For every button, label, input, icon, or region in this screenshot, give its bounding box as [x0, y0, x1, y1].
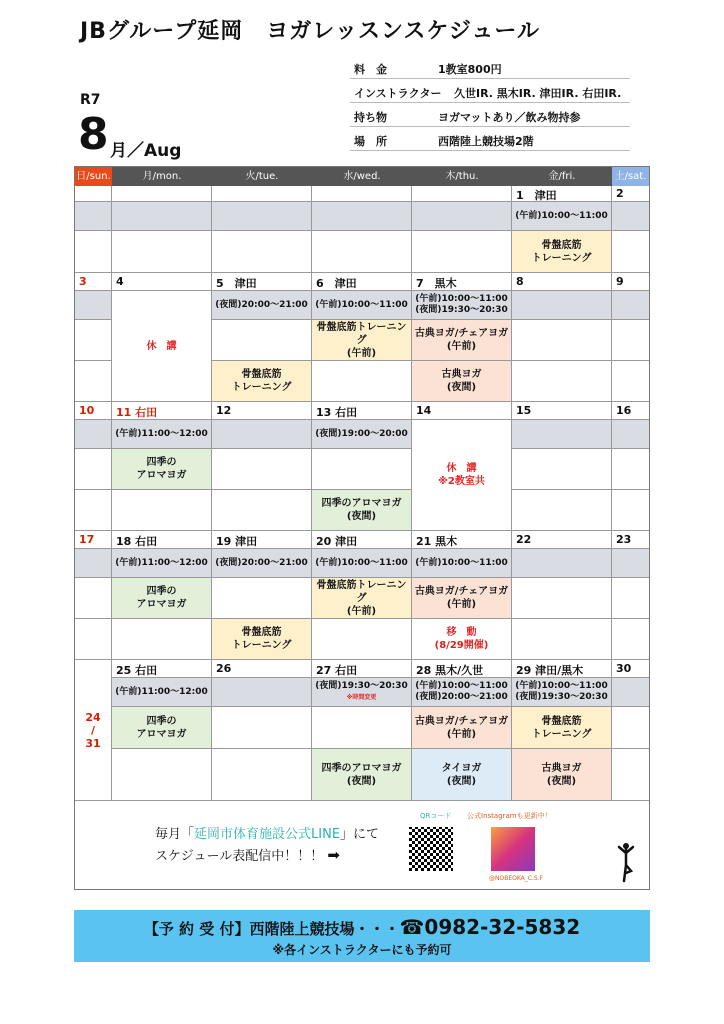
class-name: 骨盤底筋	[541, 239, 582, 251]
date-23: 23	[612, 531, 649, 549]
date-13: 13 右田	[312, 402, 412, 420]
month-suffix: 月／Aug	[110, 141, 182, 161]
date-cell	[75, 186, 112, 202]
cell	[75, 619, 112, 660]
cell	[75, 361, 112, 402]
cell	[212, 578, 312, 619]
class-name: 古典ヨガ	[541, 762, 582, 774]
cell	[612, 678, 649, 707]
date-7: 7 黒木	[412, 273, 512, 291]
cell	[112, 619, 212, 660]
class-time: (夜間)	[546, 775, 577, 787]
date-11-text: 11 右田	[116, 406, 158, 419]
date-4: 4	[112, 273, 212, 291]
cell	[212, 231, 312, 273]
cell	[312, 619, 412, 660]
class-koten-chair	[412, 578, 512, 619]
date-3: 3	[75, 273, 112, 291]
class-name: 四季のアロマヨガ	[321, 762, 402, 774]
class-time: (午前)	[446, 728, 477, 740]
date-cell	[112, 186, 212, 202]
date-16: 16	[612, 402, 649, 420]
class-name: 四季の	[146, 457, 177, 468]
time-pm: (夜間)19:30～20:30	[515, 692, 608, 702]
header-thu: 木/thu.	[412, 167, 512, 186]
calendar-footer	[75, 801, 649, 889]
time-am: (午前)10:00～11:00	[515, 681, 608, 691]
class-aroma	[112, 449, 212, 490]
date-21: 21 黒木	[412, 531, 512, 549]
insta-label: 公式Instagramも更新中！	[467, 812, 552, 820]
cell	[75, 320, 112, 361]
class-time: (夜間)	[446, 775, 477, 787]
time-pm: (夜間)20:00～21:00	[415, 692, 508, 702]
date-27: 27 右田	[312, 660, 412, 678]
date-5: 5 津田	[212, 273, 312, 291]
cell	[112, 202, 212, 231]
cell	[212, 749, 312, 801]
class-name: 骨盤底筋トレーニング	[316, 321, 407, 346]
cell	[75, 291, 112, 320]
date-22: 22	[512, 531, 612, 549]
schedule-calendar	[74, 166, 650, 890]
date-1: 1 津田	[512, 186, 612, 202]
cell	[612, 320, 649, 361]
info-place-value: 西階陸上競技場2階	[438, 135, 534, 148]
time-am: (午前)10:00～11:00	[415, 681, 508, 691]
date-28: 28 黒木/久世	[412, 660, 512, 678]
notice-kyuko: 休 講	[112, 291, 212, 402]
line-notice-line1	[155, 825, 379, 845]
time-slot: (午前)10:00～11:00	[512, 202, 612, 231]
date-cell	[212, 186, 312, 202]
cell	[112, 490, 212, 531]
date-10: 10	[75, 402, 112, 420]
qr-label: QRコード	[420, 812, 452, 820]
time-slot	[512, 678, 612, 707]
cell	[212, 707, 312, 749]
cell	[512, 549, 612, 578]
class-koten	[412, 361, 512, 402]
class-name: 古典ヨガ/チェアヨガ	[414, 586, 509, 597]
cell	[312, 231, 412, 273]
cell	[312, 707, 412, 749]
cell	[612, 619, 649, 660]
cell	[112, 231, 212, 273]
date-14: 14	[412, 402, 512, 420]
cell	[212, 202, 312, 231]
time-slot: (午前)11:00～12:00	[112, 420, 212, 449]
class-name: 四季のアロマヨガ	[321, 498, 402, 509]
cell	[75, 202, 112, 231]
time-pm: (夜間)19:30～20:30	[315, 681, 408, 691]
date-19: 19 津田	[212, 531, 312, 549]
cell	[212, 678, 312, 707]
cell	[512, 361, 612, 402]
class-pelvic	[512, 707, 612, 749]
class-pelvic	[512, 231, 612, 273]
notice-note: ※2教室共	[438, 476, 485, 487]
class-name: 古典ヨガ	[441, 369, 482, 380]
cell	[512, 291, 612, 320]
instagram-qr[interactable]	[491, 827, 535, 871]
cell	[612, 202, 649, 231]
class-name: トレーニング	[531, 728, 592, 740]
class-pelvic	[312, 320, 412, 361]
arrow-right-icon: ➡	[327, 846, 340, 864]
class-name: 四季の	[146, 715, 177, 727]
line-notice	[155, 825, 379, 867]
date-29: 29 津田/黒木	[512, 660, 612, 678]
month-number: 8	[78, 109, 109, 160]
cell	[612, 420, 649, 449]
class-koten-chair	[412, 707, 512, 749]
reservation-line1	[74, 915, 650, 939]
text: スケジュール表配信中！！！	[155, 849, 324, 864]
info-place-key: 場 所	[354, 135, 387, 148]
class-pelvic	[312, 578, 412, 619]
cell	[512, 449, 612, 490]
cell	[75, 420, 112, 449]
time-slot: (午前)10:00～11:00	[412, 549, 512, 578]
date-11	[112, 402, 212, 420]
class-name: アロマヨガ	[136, 470, 187, 481]
line-link[interactable]: 延岡市体育施設公式LINE	[194, 827, 341, 842]
cell	[412, 202, 512, 231]
time-slot: (夜間)19:00～20:00	[312, 420, 412, 449]
class-time: (午前)	[446, 341, 477, 352]
cell	[312, 202, 412, 231]
time-pm: (夜間)19:30～20:30	[415, 305, 508, 315]
class-name: 四季の	[146, 586, 177, 597]
date-30: 30	[612, 660, 649, 678]
class-name: アロマヨガ	[136, 599, 187, 610]
date-17: 17	[75, 531, 112, 549]
cell	[75, 490, 112, 531]
cell	[612, 707, 649, 749]
cell	[75, 231, 112, 273]
date-12: 12	[212, 402, 312, 420]
qr-code[interactable]	[409, 827, 453, 871]
time-slot: (夜間)20:00～21:00	[212, 549, 312, 578]
line-notice-line2	[155, 845, 379, 867]
time-slot: (午前)10:00～11:00	[312, 549, 412, 578]
date-18: 18 右田	[112, 531, 212, 549]
class-aroma	[312, 749, 412, 801]
cell	[512, 420, 612, 449]
reservation-text: 【予 約 受 付】西階陸上競技場・・・	[143, 920, 400, 938]
info-instructor-key: インストラクター	[354, 87, 442, 100]
time-slot	[412, 291, 512, 320]
cell	[612, 361, 649, 402]
reservation-banner	[74, 910, 650, 962]
class-aroma	[312, 490, 412, 531]
date-cell	[412, 186, 512, 202]
date-24: 24	[85, 710, 101, 724]
class-koten	[512, 749, 612, 801]
class-name: 骨盤底筋トレーニング	[316, 579, 407, 604]
class-name: 骨盤底筋	[541, 715, 582, 727]
time-slot	[312, 678, 412, 707]
date-6: 6 津田	[312, 273, 412, 291]
cell	[612, 449, 649, 490]
date-24-31	[75, 660, 112, 801]
cell	[412, 231, 512, 273]
header-tue: 火/tue.	[212, 167, 312, 186]
cell	[312, 361, 412, 402]
date-15: 15	[512, 402, 612, 420]
date-20: 20 津田	[312, 531, 412, 549]
cell	[512, 578, 612, 619]
time-slot	[412, 678, 512, 707]
cell	[512, 320, 612, 361]
time-slot: (午前)11:00～12:00	[112, 549, 212, 578]
class-time: (夜間)	[346, 775, 377, 787]
class-time: (夜間)	[446, 382, 477, 393]
info-fee-key: 料 金	[354, 63, 387, 76]
cell	[75, 549, 112, 578]
class-name: 骨盤底筋	[241, 627, 282, 638]
class-aroma	[112, 578, 212, 619]
class-koten-chair	[412, 320, 512, 361]
class-name: トレーニング	[531, 252, 592, 264]
time-slot: (夜間)20:00～21:00	[212, 291, 312, 320]
header-sat: 土/sat.	[612, 167, 649, 186]
text: 毎月「	[155, 827, 195, 842]
header-mon: 月/mon.	[112, 167, 212, 186]
cell	[612, 291, 649, 320]
class-name: 古典ヨガ/チェアヨガ	[414, 328, 509, 339]
text: 」にて	[340, 827, 380, 842]
class-time: (夜間)	[346, 511, 377, 522]
yoga-pose-icon	[615, 841, 637, 883]
class-pelvic	[212, 619, 312, 660]
notice-kyuko-2	[412, 420, 512, 531]
class-name: アロマヨガ	[136, 728, 187, 740]
header-sun: 日/sun.	[75, 167, 112, 186]
info-fee	[350, 56, 630, 79]
cell	[212, 420, 312, 449]
date-cell	[312, 186, 412, 202]
class-name: トレーニング	[231, 382, 292, 393]
cell	[612, 549, 649, 578]
cell	[75, 449, 112, 490]
phone-number[interactable]: ☎0982-32-5832	[399, 915, 581, 939]
notice-ido	[412, 619, 512, 660]
info-belongings-key: 持ち物	[354, 111, 387, 124]
class-name: タイヨガ	[441, 762, 482, 774]
class-time: (午前)	[346, 605, 377, 617]
class-name: 骨盤底筋	[241, 369, 282, 380]
class-time: (午前)	[446, 599, 477, 610]
cell	[612, 231, 649, 273]
class-aroma	[112, 707, 212, 749]
header-fri: 金/fri.	[512, 167, 612, 186]
info-instructor-value: 久世IR. 黒木IR. 津田IR. 右田IR.	[454, 87, 622, 100]
notice-text: 休 講	[446, 463, 477, 474]
info-belongings	[350, 104, 630, 127]
cell	[212, 490, 312, 531]
header-wed: 水/wed.	[312, 167, 412, 186]
info-place	[350, 128, 630, 151]
class-name: トレーニング	[231, 640, 292, 651]
cell	[312, 449, 412, 490]
reservation-note: ※各インストラクターにも予約可	[272, 943, 452, 957]
cell	[612, 578, 649, 619]
class-pelvic	[212, 361, 312, 402]
time-slot: (午前)11:00～12:00	[112, 678, 212, 707]
era-label: R7	[80, 92, 101, 108]
cell	[512, 619, 612, 660]
cell	[212, 320, 312, 361]
date-2: 2	[612, 186, 649, 202]
info-instructor	[350, 80, 630, 103]
insta-handle: @NOBEOKA_C.S.F	[489, 875, 544, 882]
cell	[612, 749, 649, 801]
date-31: 31	[85, 736, 101, 750]
notice-text: 移 動	[446, 627, 477, 638]
date-26: 26	[212, 660, 312, 678]
cell	[112, 749, 212, 801]
cell	[512, 490, 612, 531]
date-25: 25 右田	[112, 660, 212, 678]
date-8: 8	[512, 273, 612, 291]
info-belongings-value: ヨガマットあり／飲み物持参	[438, 111, 581, 124]
date-9: 9	[612, 273, 649, 291]
time-am: (午前)10:00～11:00	[415, 294, 508, 304]
cell	[212, 449, 312, 490]
class-tai	[412, 749, 512, 801]
cell	[75, 578, 112, 619]
time-change-note: ※時間変更	[346, 694, 377, 701]
date-sep: /	[90, 723, 96, 737]
time-slot: (午前)10:00～11:00	[312, 291, 412, 320]
class-time: (午前)	[346, 347, 377, 359]
page-title: JBグループ延岡 ヨガレッスンスケジュール	[80, 19, 540, 44]
notice-note: (8/29開催)	[434, 640, 489, 651]
info-fee-value: 1教室800円	[438, 63, 502, 76]
cell	[612, 490, 649, 531]
class-name: 古典ヨガ/チェアヨガ	[414, 715, 509, 727]
